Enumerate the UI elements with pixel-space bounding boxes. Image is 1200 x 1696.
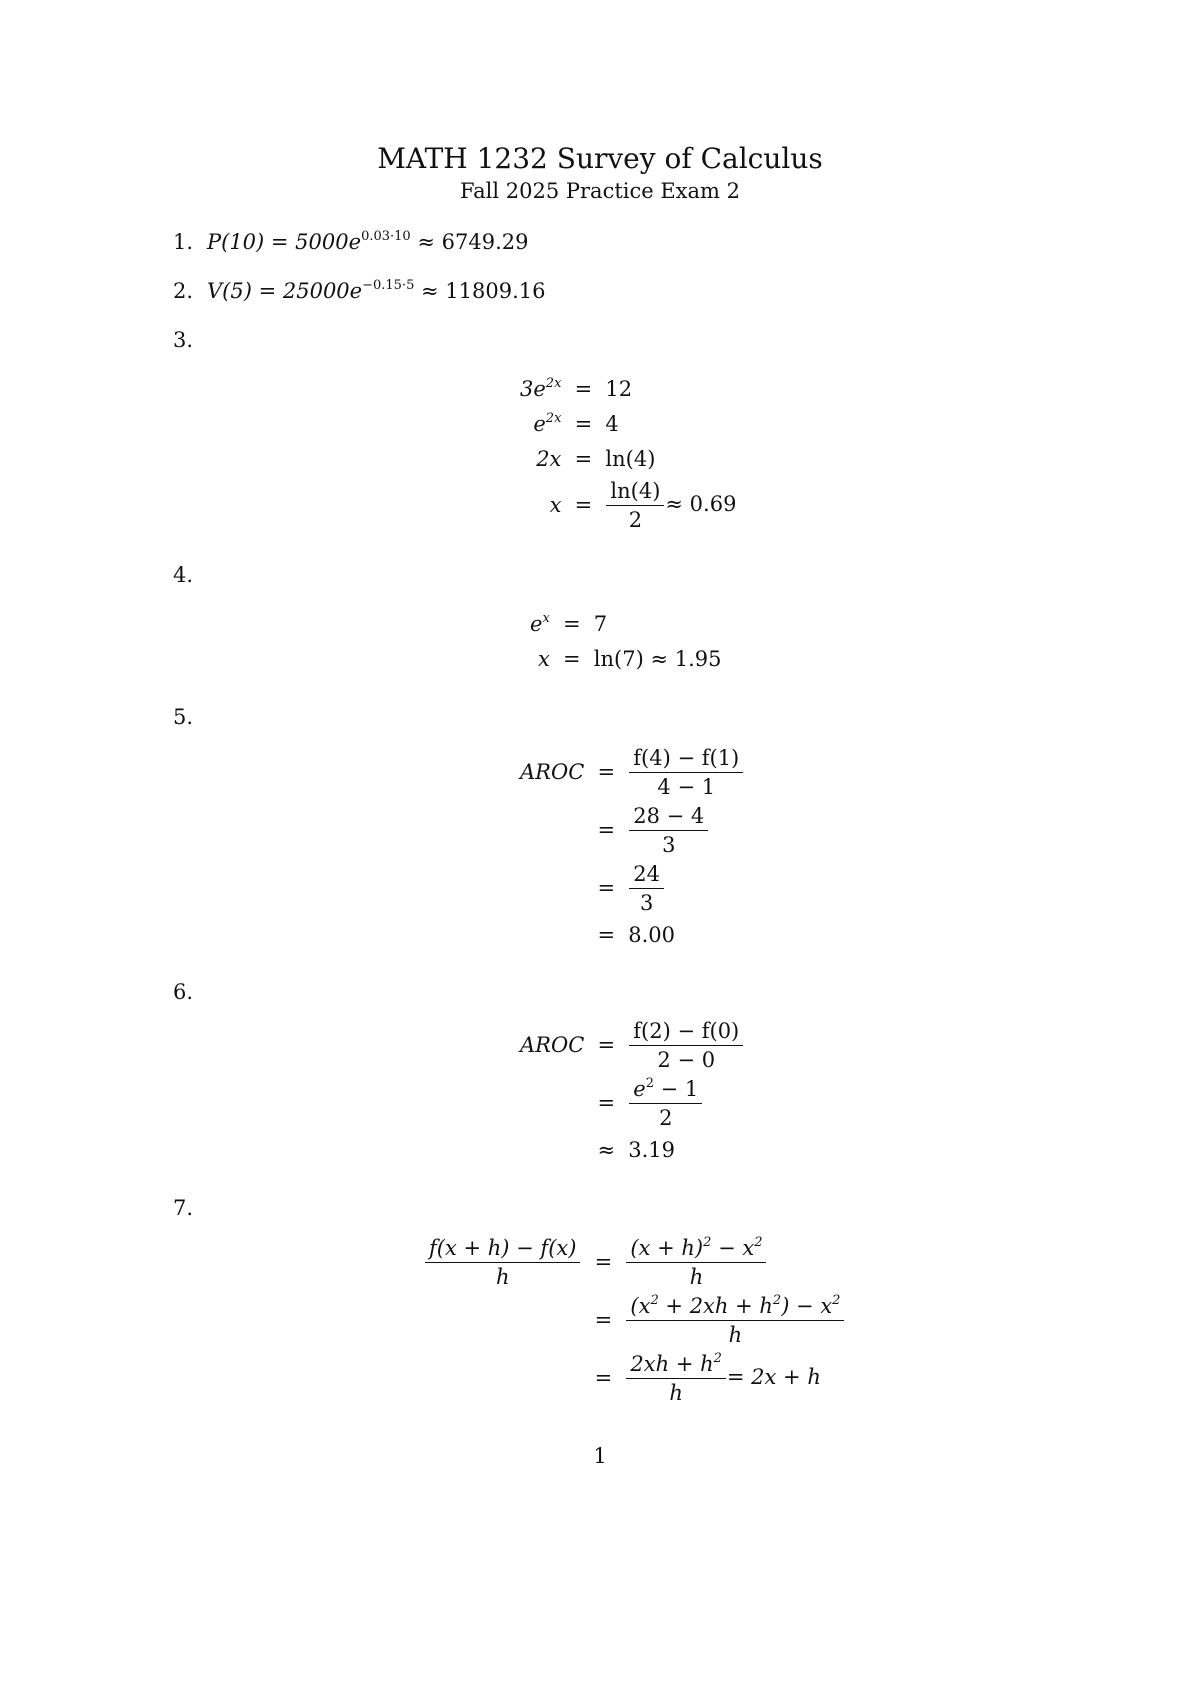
equals-sign: = — [597, 760, 616, 784]
problem-5-equations — [520, 743, 744, 952]
problem-7-equations — [424, 1233, 845, 1407]
rhs: $\frac{2xh + h^2}{h}$ = 2x + h — [625, 1349, 845, 1407]
lhs: $e^{2x}$ — [533, 410, 562, 436]
lhs: x — [549, 493, 562, 517]
lhs: 2x — [536, 446, 562, 471]
lhs: $e^x$ — [530, 610, 550, 636]
problem-number: 1. — [173, 230, 194, 254]
fraction: $\frac{(x + h)^2 - x^2}{h}$ — [628, 1236, 764, 1289]
page-header — [0, 142, 1200, 204]
equals-sign: = — [594, 1308, 613, 1332]
rhs: 8.00 — [628, 922, 676, 947]
rhs: 4 — [605, 411, 619, 436]
fraction: $\frac{24}{3}$ — [631, 862, 662, 915]
equals-sign: = — [594, 1366, 613, 1390]
fraction: $\frac{f(x + h) - f(x)}{h}$ — [427, 1236, 578, 1289]
equals-sign: = — [597, 1091, 616, 1115]
lhs: x — [537, 646, 550, 671]
rhs: 12 — [605, 376, 633, 401]
problem-lhs: P(10) = 5000e — [207, 230, 362, 254]
lhs: AROC — [520, 760, 585, 784]
fraction: $\frac{(x^2 + 2xh + h^2) - x^2}{h}$ — [628, 1294, 842, 1347]
problem-number: 3. — [173, 328, 194, 352]
equals-sign: = — [574, 411, 593, 436]
rhs: 7 — [593, 611, 608, 636]
equals-sign: = — [597, 1033, 616, 1057]
rhs — [628, 1016, 744, 1074]
equals-sign: = — [574, 446, 593, 471]
rhs — [628, 743, 744, 801]
rhs: $\frac{\ln(4)}{2}$ ≈ 0.69 — [605, 476, 736, 534]
problem-6-equations — [520, 1016, 744, 1167]
problem-number: 7. — [173, 1196, 194, 1220]
problem-number: 6. — [173, 980, 194, 1004]
exponent: 0.03·10 — [361, 229, 411, 244]
rhs: ln(7) ≈ 1.95 — [593, 646, 722, 671]
rhs — [628, 801, 744, 859]
equals-sign: = — [574, 376, 593, 401]
fraction: $\frac{\ln(4)}{2}$ — [608, 479, 662, 532]
lhs: AROC — [520, 1033, 585, 1057]
approx-sign: ≈ — [597, 1137, 616, 1162]
problem-2 — [173, 279, 546, 303]
lhs — [424, 1233, 581, 1291]
rhs — [628, 1074, 744, 1132]
fraction: $\frac{28 - 4}{3}$ — [631, 804, 706, 857]
problem-result: ≈ 11809.16 — [421, 279, 546, 303]
equals-sign: = — [594, 1250, 613, 1274]
problem-number: 2. — [173, 279, 194, 303]
lhs: $3e^{2x}$ — [520, 375, 562, 401]
problem-4-equations — [530, 606, 721, 676]
fraction: $\frac{f(4) - f(1)}{4 - 1}$ — [631, 746, 741, 799]
fraction: $\frac{2xh + h^2}{h}$ — [628, 1352, 723, 1405]
equals-sign: = — [597, 922, 616, 947]
equals-sign: = — [562, 646, 581, 671]
rhs — [625, 1291, 845, 1349]
page-number: 1 — [593, 1444, 607, 1468]
page-title: MATH 1232 Survey of Calculus — [377, 142, 823, 175]
rhs — [625, 1233, 845, 1291]
rhs: ln(4) — [605, 446, 656, 471]
rhs: 3.19 — [628, 1137, 676, 1162]
problem-3-equations — [520, 371, 736, 534]
rhs — [628, 859, 744, 917]
problem-1 — [173, 230, 529, 254]
problem-lhs: V(5) = 25000e — [207, 279, 363, 303]
equals-sign: = — [597, 876, 616, 900]
equals-sign: = — [562, 611, 581, 636]
equals-sign: = — [574, 493, 593, 517]
equals-sign: = — [597, 818, 616, 842]
fraction: $\frac{e^2 - 1}{2}$ — [631, 1077, 700, 1130]
problem-number: 5. — [173, 705, 194, 729]
page-subtitle: Fall 2025 Practice Exam 2 — [459, 179, 740, 203]
problem-number: 4. — [173, 563, 194, 587]
problem-result: ≈ 6749.29 — [417, 230, 529, 254]
exponent: −0.15·5 — [362, 278, 415, 293]
fraction: $\frac{f(2) - f(0)}{2 - 0}$ — [631, 1019, 741, 1072]
